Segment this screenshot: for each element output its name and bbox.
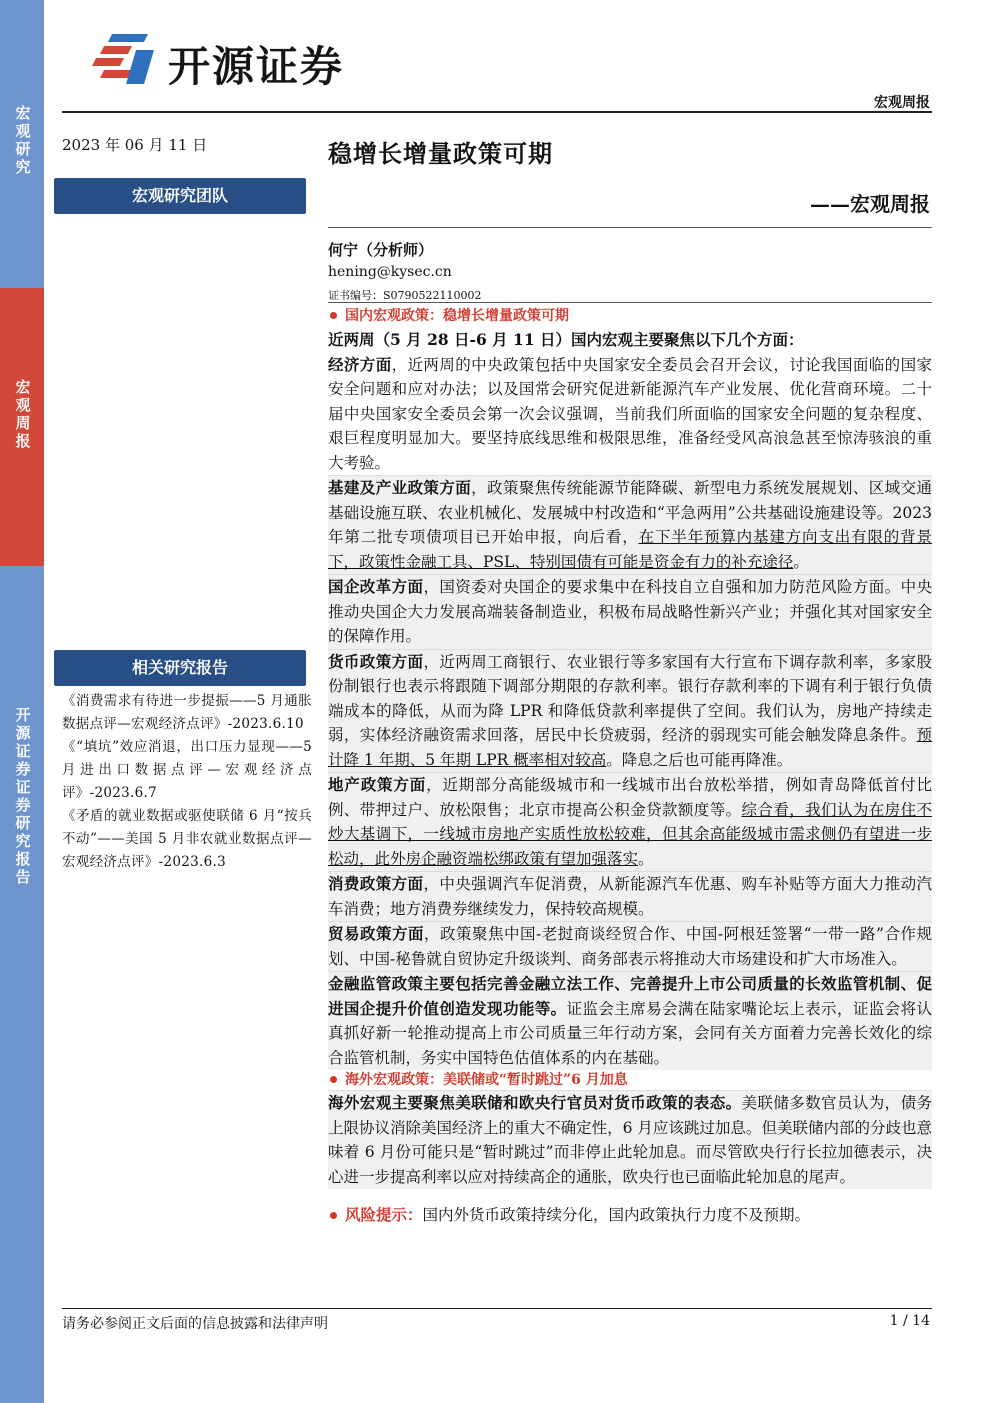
analyst-email[interactable]: hening@kysec.cn (328, 264, 452, 280)
sidebar-top-label: 宏观研究 (15, 104, 31, 176)
title-rule (328, 227, 932, 228)
para-monetary: 货币政策方面，近两周工商银行、农业银行等多家国有大行宣布下调存款利率，多家股份制银行也表示将跟随下调部分期限的存款利率。银行存款利率的下调有利于银行负债端成本的降低，从而为降 LPR 和降低贷款利率提供了空间。我们认为，房地产持续走弱，实体经济融资需求回落，居民中长贷疲弱，经济的弱现实可能会触发降息条件。预计降 1 年期、5 年期 LPR 概率相对较高。降息之后也可能再降准。 (328, 649, 932, 773)
para-economy: 经济方面，近两周的中央政策包括中央国家安全委员会召开会议，讨论我国面临的国家安全问题和应对办法；以及国常会研究促进新能源汽车产业发展、优化营商环境。二十届中央国家安全委员会第一次会议强调，当前我们所面临的国家安全问题的复杂程度、艰巨程度明显加大。要坚持底线思维和极限思维，准备经受风高浪急甚至惊涛骇浪的重大考验。 (328, 354, 932, 472)
para-real-estate: 地产政策方面，近期部分高能级城市和一线城市出台放松举措，例如青岛降低首付比例、带押过户、放松限售；北京市提高公积金贷款额度等。综合看，我们认为在房住不炒大基调下，一线城市房地产实质性放松较难，但其余高能级城市需求侧仍有望进一步松动，此外房企融资端松绑政策有望加强落实。 (328, 772, 932, 871)
report-date: 2023 年 06 月 11 日 (62, 136, 208, 154)
section-heading: 海外宏观政策：美联储或“暂时跳过”6 月加息 (328, 1070, 932, 1090)
brand-mark-icon (88, 32, 156, 88)
report-title: 稳增长增量政策可期 (328, 139, 553, 168)
para-infrastructure: 基建及产业政策方面，政策聚焦传统能源节能降碳、新型电力系统发展规划、区域交通基础设施互联、农业机械化、发展城中村改造和“平急两用”公共基础设施建设等。2023 年第二批专项债项目已开始申报，向后看，在下半年预算内基建方向支出有限的背景下，政策性金融工具、PSL、特别国债有可能是资金有力的补充途径。 (328, 475, 932, 574)
para-financial-regulation: 金融监管政策主要包括完善金融立法工作、完善提升上市公司质量的长效监管机制、促进国企提升价值创造发现功能等。证监会主席易会满在陆家嘴论坛上表示，证监会将认真抓好新一轮推动提高上市公司质量三年行动方案，会同有关方面着力完善长效化的综合监管机制，务实中国特色估值体系的内在基础。 (328, 971, 932, 1070)
risk-warning: 风险提示：国内外货币政策持续分化，国内政策执行力度不及预期。 (328, 1203, 932, 1228)
footer-rule (62, 1308, 932, 1309)
related-report-item[interactable]: 《消费需求有待进一步提振——5 月通胀数据点评—宏观经济点评》-2023.6.10 (62, 693, 312, 732)
page-number: 1 / 14 (889, 1313, 930, 1329)
report-type: 宏观周报 (874, 95, 930, 111)
section-heading: 国内宏观政策：稳增长增量政策可期 (328, 306, 932, 326)
sidebar-bottom-label: 开源证券证券研究报告 (15, 706, 31, 886)
sidebar-bottom (0, 566, 44, 1403)
report-subtitle: ——宏观周报 (810, 192, 930, 216)
analyst-cert: 证书编号：S0790522110002 (328, 289, 482, 302)
analyst-rule (328, 302, 932, 303)
analyst-name: 何宁（分析师） (328, 241, 434, 259)
main-content (328, 304, 932, 1228)
para-soe-reform: 国企改革方面，国资委对央国企的要求集中在科技自立自强和加力防范风险方面。中央推动央国企大力发展高端装备制造业，积极布局战略性新兴产业；并强化其对国家安全的保障作用。 (328, 574, 932, 649)
header-rule (62, 111, 932, 113)
related-reports-heading: 相关研究报告 (54, 650, 306, 686)
para-consumption: 消费政策方面，中央强调汽车促消费，从新能源汽车优惠、购车补贴等方面大力推动汽车消费；地方消费券继续发力，保持较高规模。 (328, 871, 932, 921)
para-trade: 贸易政策方面，政策聚焦中国-老挝商谈经贸合作、中国-阿根廷签署“一带一路”合作规划、中国-秘鲁就自贸协定升级谈判、商务部表示将推动大市场建设和扩大市场准入。 (328, 921, 932, 971)
para-overseas: 海外宏观主要聚焦美联储和欧央行官员对货币政策的表态。美联储多数官员认为，债务上限协议消除美国经济上的重大不确定性，6 月应该跳过加息。但美联储内部的分歧也意味着 6 月份可能只是“暂时跳过”而非停止此轮加息。而尽管欧央行行长拉加德表示，决心进一步提高利率以应对持续高企的通胀，欧央行也已面临此轮加息的尾声。 (328, 1090, 932, 1189)
related-report-item[interactable]: 《矛盾的就业数据或驱使联储 6 月“按兵不动”——美国 5 月非农就业数据点评—宏观经济点评》-2023.6.3 (62, 808, 312, 870)
bullet-icon (330, 1212, 337, 1219)
section-intro: 近两周（5 月 28 日-6 月 11 日）国内宏观主要聚焦以下几个方面： (328, 330, 804, 349)
bullet-icon (330, 1076, 337, 1083)
footer-disclaimer: 请务必参阅正文后面的信息披露和法律声明 (62, 1316, 328, 1332)
bullet-icon (330, 312, 337, 319)
brand-name: 开源证券 (168, 42, 345, 91)
related-reports-list (62, 690, 312, 874)
sidebar-top (0, 0, 44, 288)
team-box: 宏观研究团队 (54, 178, 306, 214)
sidebar-mid-label: 宏观周报 (15, 378, 31, 450)
sidebar-middle (0, 288, 44, 566)
brand-logo (88, 30, 378, 90)
related-report-item[interactable]: 《“填坑”效应消退，出口压力显现——5 月进出口数据点评—宏观经济点评》-2023.6.7 (62, 739, 312, 801)
